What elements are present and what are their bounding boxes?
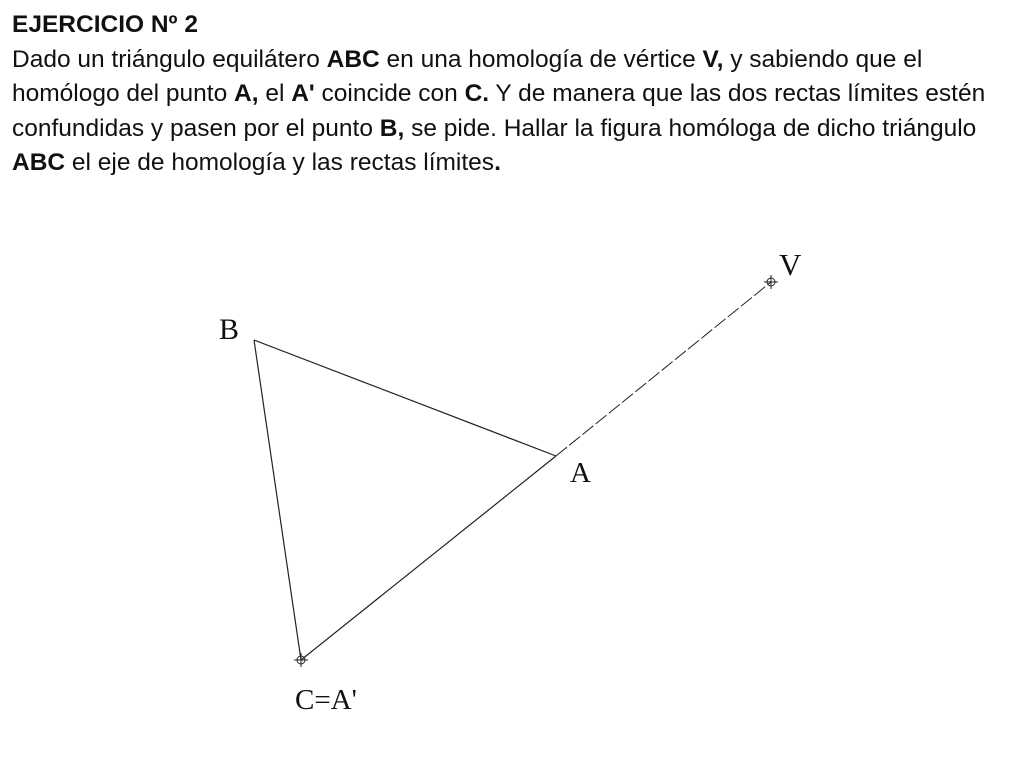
statement-run: coincide con: [314, 80, 465, 107]
label-a: A: [570, 457, 591, 489]
statement-bold-run: V,: [702, 45, 724, 73]
label-v: V: [779, 247, 802, 282]
statement-run: Dado un triángulo equilátero: [12, 45, 327, 73]
statement-bold-run: A': [291, 80, 315, 107]
statement-bold-run: .: [494, 149, 501, 176]
statement-bold-run: B,: [379, 114, 405, 142]
homology-ray-av: [556, 282, 771, 456]
statement-bold-run: A,: [234, 80, 259, 107]
point-c-marker: [294, 653, 308, 667]
statement-run: en una homología de vértice: [379, 45, 703, 73]
point-v-marker: [764, 275, 778, 289]
statement-run: se pide. Hallar la figura homóloga de dicho triángulo: [404, 114, 977, 142]
triangle-side-bc: [254, 340, 301, 660]
label-c-equals-a-prime: C=A': [295, 684, 357, 716]
triangle-side-ca: [301, 456, 556, 660]
statement-bold-run: ABC: [12, 149, 66, 176]
statement-bold-run: C.: [464, 80, 490, 107]
statement-run: el: [258, 80, 292, 107]
statement-bold-run: ABC: [326, 45, 380, 73]
label-b: B: [219, 313, 240, 346]
exercise-title: EJERCICIO Nº 2: [12, 11, 198, 38]
statement-run: y sabiendo que el homólogo del punto: [12, 45, 923, 107]
triangle-side-ba: [254, 340, 556, 456]
statement-run: Y de manera que las dos rectas límites estén confundidas y pasen por el punto: [12, 80, 986, 142]
statement-run: el eje de homología y las rectas límites: [65, 149, 495, 176]
